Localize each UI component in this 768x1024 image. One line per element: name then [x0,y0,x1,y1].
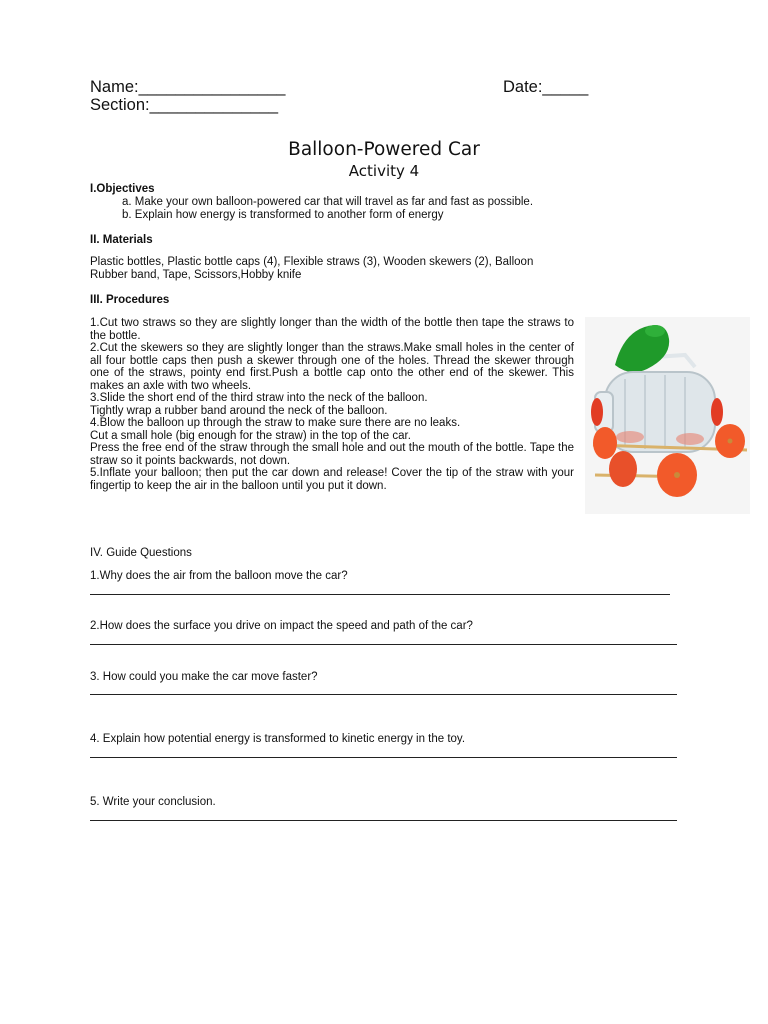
guide-question-2: 2.How does the surface you drive on impact the speed and path of the car? [90,620,473,632]
materials-heading: II. Materials [90,234,153,246]
document-subtitle: Activity 4 [348,162,420,180]
guide-question-4: 4. Explain how potential energy is transformed to kinetic energy in the toy. [90,733,466,745]
procedure-step: Press the free end of the straw through the small hole and out the mouth of the bottle. Tape the straw so it points backwards, not down. [90,442,574,467]
guide-question-1: 1.Why does the air from the balloon move the car? [90,570,348,582]
answer-line-1 [90,594,670,595]
answer-line-5 [90,820,677,821]
document-title: Balloon-Powered Car [288,139,480,160]
balloon-car-photo [585,317,750,514]
procedure-step: 2.Cut the skewers so they are slightly longer than the straws.Make small holes in the center of all four bottle caps then push a skewer through one of the holes. Thread the skewer through one of the straws, pointy end first.Push a bottle cap onto the other end of the skewer. This makes an axle with two wheels. [90,342,574,392]
procedure-step: Tightly wrap a rubber band around the neck of the balloon. [90,404,388,417]
guide-heading: IV. Guide Questions [90,547,192,559]
section-field: Section:______________ [90,96,279,114]
guide-question-5: 5. Write your conclusion. [90,796,216,808]
procedure-step: 5.Inflate your balloon; then put the car down and release! Cover the tip of the straw with your fingertip to keep the air in the balloon until you put it down. [90,467,574,492]
balloon-car-illustration [585,317,750,514]
procedures-heading: III. Procedures [90,294,170,306]
procedures-list [90,317,574,492]
answer-line-2 [90,644,677,645]
materials-text: Plastic bottles, Plastic bottle caps (4), Flexible straws (3), Wooden skewers (2), Balloon Rubber band, Tape, Scissors,Hobby knife [90,256,534,281]
date-field: Date:_____ [503,78,589,96]
objectives-heading: I.Objectives [90,183,155,195]
procedure-step: 1.Cut two straws so they are slightly longer than the width of the bottle then tape the straws to the bottle. [90,317,574,342]
objective-item: b. Explain how energy is transformed to another form of energy [122,209,444,221]
name-field: Name:________________ [90,78,286,96]
answer-line-3 [90,694,677,695]
procedure-step: Cut a small hole (big enough for the straw) in the top of the car. [90,429,411,442]
answer-line-4 [90,757,677,758]
procedure-step: 4.Blow the balloon up through the straw to make sure there are no leaks. [90,417,461,429]
objective-item: a. Make your own balloon-powered car that will travel as far and fast as possible. [122,196,534,208]
procedure-step: 3.Slide the short end of the third straw into the neck of the balloon. [90,392,428,404]
guide-question-3: 3. How could you make the car move faster? [90,671,318,683]
